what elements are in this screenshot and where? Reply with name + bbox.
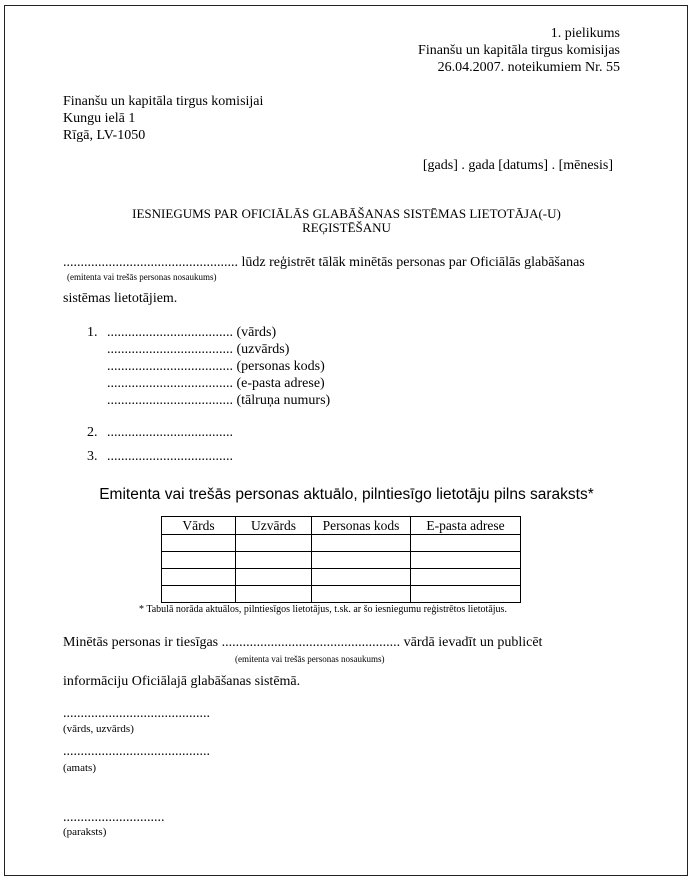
name-surname-label: (vārds, uzvārds) — [63, 723, 134, 735]
table-cell[interactable] — [162, 552, 236, 569]
person-3-field[interactable]: .................................... — [107, 449, 233, 464]
addressee-street: Kungu ielā 1 — [63, 111, 136, 126]
table-cell[interactable] — [411, 535, 521, 552]
authorization-text-before: Minētās personas ir tiesīgas — [63, 635, 219, 650]
intro-line — [63, 255, 585, 271]
addressee-city: Rīgā, LV-1050 — [63, 128, 146, 143]
field-dots: .................................... — [107, 393, 233, 408]
column-header-first-name: Vārds — [162, 517, 236, 535]
person-1-last-name-field[interactable] — [107, 342, 289, 358]
person-3-number: 3. — [87, 449, 98, 464]
field-dots: .................................... — [107, 342, 233, 357]
issuer-name-caption: (emitenta vai trešās personas nosaukums) — [67, 272, 217, 282]
issuer-name-blank[interactable]: .................................................. — [63, 255, 238, 270]
table-cell[interactable] — [312, 569, 411, 586]
field-label: (uzvārds) — [236, 342, 290, 357]
position-blank[interactable]: .......................................... — [63, 744, 210, 759]
signature-blank[interactable]: ............................. — [63, 810, 165, 825]
table-cell[interactable] — [411, 569, 521, 586]
person-1-first-name-field[interactable] — [107, 325, 276, 341]
table-cell[interactable] — [312, 535, 411, 552]
field-dots: .................................... — [107, 376, 233, 391]
annex-issuer: Finanšu un kapitāla tirgus komisijas — [418, 43, 620, 58]
field-dots: .................................... — [107, 325, 233, 340]
position-label: (amats) — [63, 762, 96, 774]
intro-continuation: sistēmas lietotājiem. — [63, 291, 178, 306]
table-row — [162, 586, 521, 603]
annex-number: 1. pielikums — [550, 26, 620, 41]
person-1-number: 1. — [87, 325, 98, 340]
field-label: (e-pasta adrese) — [236, 376, 325, 391]
authorization-continuation: informāciju Oficiālajā glabāšanas sistēmā. — [63, 674, 301, 689]
table-cell[interactable] — [162, 535, 236, 552]
person-2-number: 2. — [87, 425, 98, 440]
table-row — [162, 569, 521, 586]
authorization-line — [63, 635, 542, 651]
table-cell[interactable] — [162, 569, 236, 586]
annex-regulation: 26.04.2007. noteikumiem Nr. 55 — [437, 60, 620, 75]
person-1-email-field[interactable] — [107, 376, 325, 392]
table-cell[interactable] — [236, 586, 312, 603]
table-cell[interactable] — [411, 586, 521, 603]
name-surname-blank[interactable]: .......................................... — [63, 706, 210, 721]
document-title-line1: IESNIEGUMS PAR OFICIĀLĀS GLABĀŠANAS SISTĒMAS LIETOTĀJA(-U) — [132, 206, 561, 221]
column-header-email: E-pasta adrese — [411, 517, 521, 535]
field-dots: .................................... — [107, 359, 233, 374]
table-cell[interactable] — [236, 552, 312, 569]
field-label: (personas kods) — [236, 359, 325, 374]
users-list-heading: Emitenta vai trešās personas aktuālo, pilntiesīgo lietotāju pilns saraksts* — [99, 486, 594, 503]
authorization-caption: (emitenta vai trešās personas nosaukums) — [235, 654, 385, 664]
table-cell[interactable] — [236, 569, 312, 586]
authorization-text-after: vārdā ievadīt un publicēt — [403, 635, 543, 650]
table-cell[interactable] — [162, 586, 236, 603]
table-header-row — [162, 517, 521, 535]
signature-label: (paraksts) — [63, 826, 107, 838]
table-row — [162, 552, 521, 569]
person-1-personal-code-field[interactable] — [107, 359, 325, 375]
column-header-personal-code: Personas kods — [312, 517, 411, 535]
table-cell[interactable] — [312, 586, 411, 603]
date-line: [gads] . gada [datums] . [mēnesis] — [422, 158, 613, 173]
person-1-phone-field[interactable] — [107, 393, 330, 409]
table-cell[interactable] — [236, 535, 312, 552]
table-row — [162, 535, 521, 552]
users-table — [161, 516, 521, 603]
table-cell[interactable] — [312, 552, 411, 569]
field-label: (tālruņa numurs) — [236, 393, 331, 408]
document-title-line2: REĢISTĒŠANU — [302, 220, 391, 235]
field-label: (vārds) — [236, 325, 277, 340]
intro-text: lūdz reģistrēt tālāk minētās personas par Oficiālās glabāšanas — [241, 255, 585, 270]
person-2-field[interactable]: .................................... — [107, 425, 233, 440]
authorization-issuer-blank[interactable]: ................................................... — [221, 635, 401, 650]
table-cell[interactable] — [411, 552, 521, 569]
column-header-last-name: Uzvārds — [236, 517, 312, 535]
addressee-name: Finanšu un kapitāla tirgus komisijai — [63, 94, 264, 109]
table-footnote: * Tabulā norāda aktuālos, pilntiesīgos lietotājus, t.sk. ar šo iesniegumu reģistrētos lietotājus. — [139, 604, 507, 615]
